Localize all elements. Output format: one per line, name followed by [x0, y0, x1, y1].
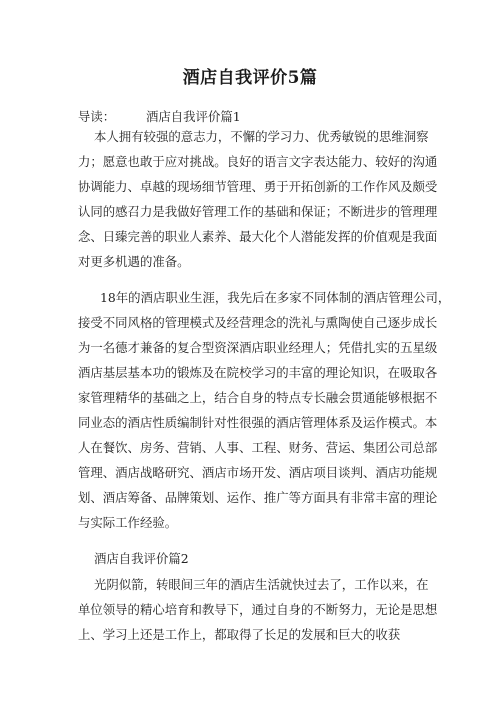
- text-line: 与实际工作经验。: [78, 515, 178, 530]
- text-line: 为一名德才兼备的复合型资深酒店职业经理人；凭借扎实的五星级: [78, 340, 438, 355]
- page-title: 酒店自我评价5篇: [182, 68, 318, 88]
- text-line: 认同的感召力是我做好管理工作的基础和保证；不断进步的管理理: [78, 204, 438, 219]
- intro-text: 酒店自我评价篇1: [146, 109, 241, 124]
- text-line: 单位领导的精心培育和教导下，通过自身的不断努力，无论是思想: [78, 602, 438, 617]
- text-line: 光阴似箭，转眼间三年的酒店生活就快过去了，工作以来，在: [94, 577, 429, 592]
- text-line: 接受不同风格的管理模式及经营理念的洗礼与熏陶使自己逐步成长: [78, 315, 438, 330]
- intro-label: 导读：: [78, 109, 116, 124]
- text-line: 对更多机遇的准备。: [78, 254, 190, 269]
- text-line: 念、日臻完善的职业人素养、最大化个人潜能发挥的价值观是我面: [78, 229, 438, 244]
- text-line: 力；愿意也敢于应对挑战。良好的语言文字表达能力、较好的沟通: [78, 154, 438, 169]
- text-line: 管理、酒店战略研究、酒店市场开发、酒店项目谈判、酒店功能规: [78, 465, 438, 480]
- text-line: 协调能力、卓越的现场细节管理、勇于开拓创新的工作作风及颇受: [78, 179, 438, 194]
- text-line: 18年的酒店职业生涯，我先后在多家不同体制的酒店管理公司，: [100, 290, 451, 305]
- text-line: 家管理精华的基础之上，结合自身的特点专长融会贯通能够根据不: [78, 390, 438, 405]
- section-heading: 酒店自我评价篇2: [94, 551, 189, 566]
- text-line: 本人拥有较强的意志力，不懈的学习力、优秀敏锐的思维洞察: [94, 129, 429, 144]
- text-line: 划、酒店筹备、品牌策划、运作、推广等方面具有非常丰富的理论: [78, 490, 438, 505]
- text-line: 同业态的酒店性质编制针对性很强的酒店管理体系及运作模式。本: [78, 415, 438, 430]
- text-line: 上、学习上还是工作上，都取得了长足的发展和巨大的收获: [78, 627, 401, 642]
- intro-line: [78, 107, 241, 125]
- text-line: 人在餐饮、房务、营销、人事、工程、财务、营运、集团公司总部: [78, 440, 438, 455]
- text-line: 酒店基层基本功的锻炼及在院校学习的丰富的理论知识，在吸取各: [78, 365, 438, 380]
